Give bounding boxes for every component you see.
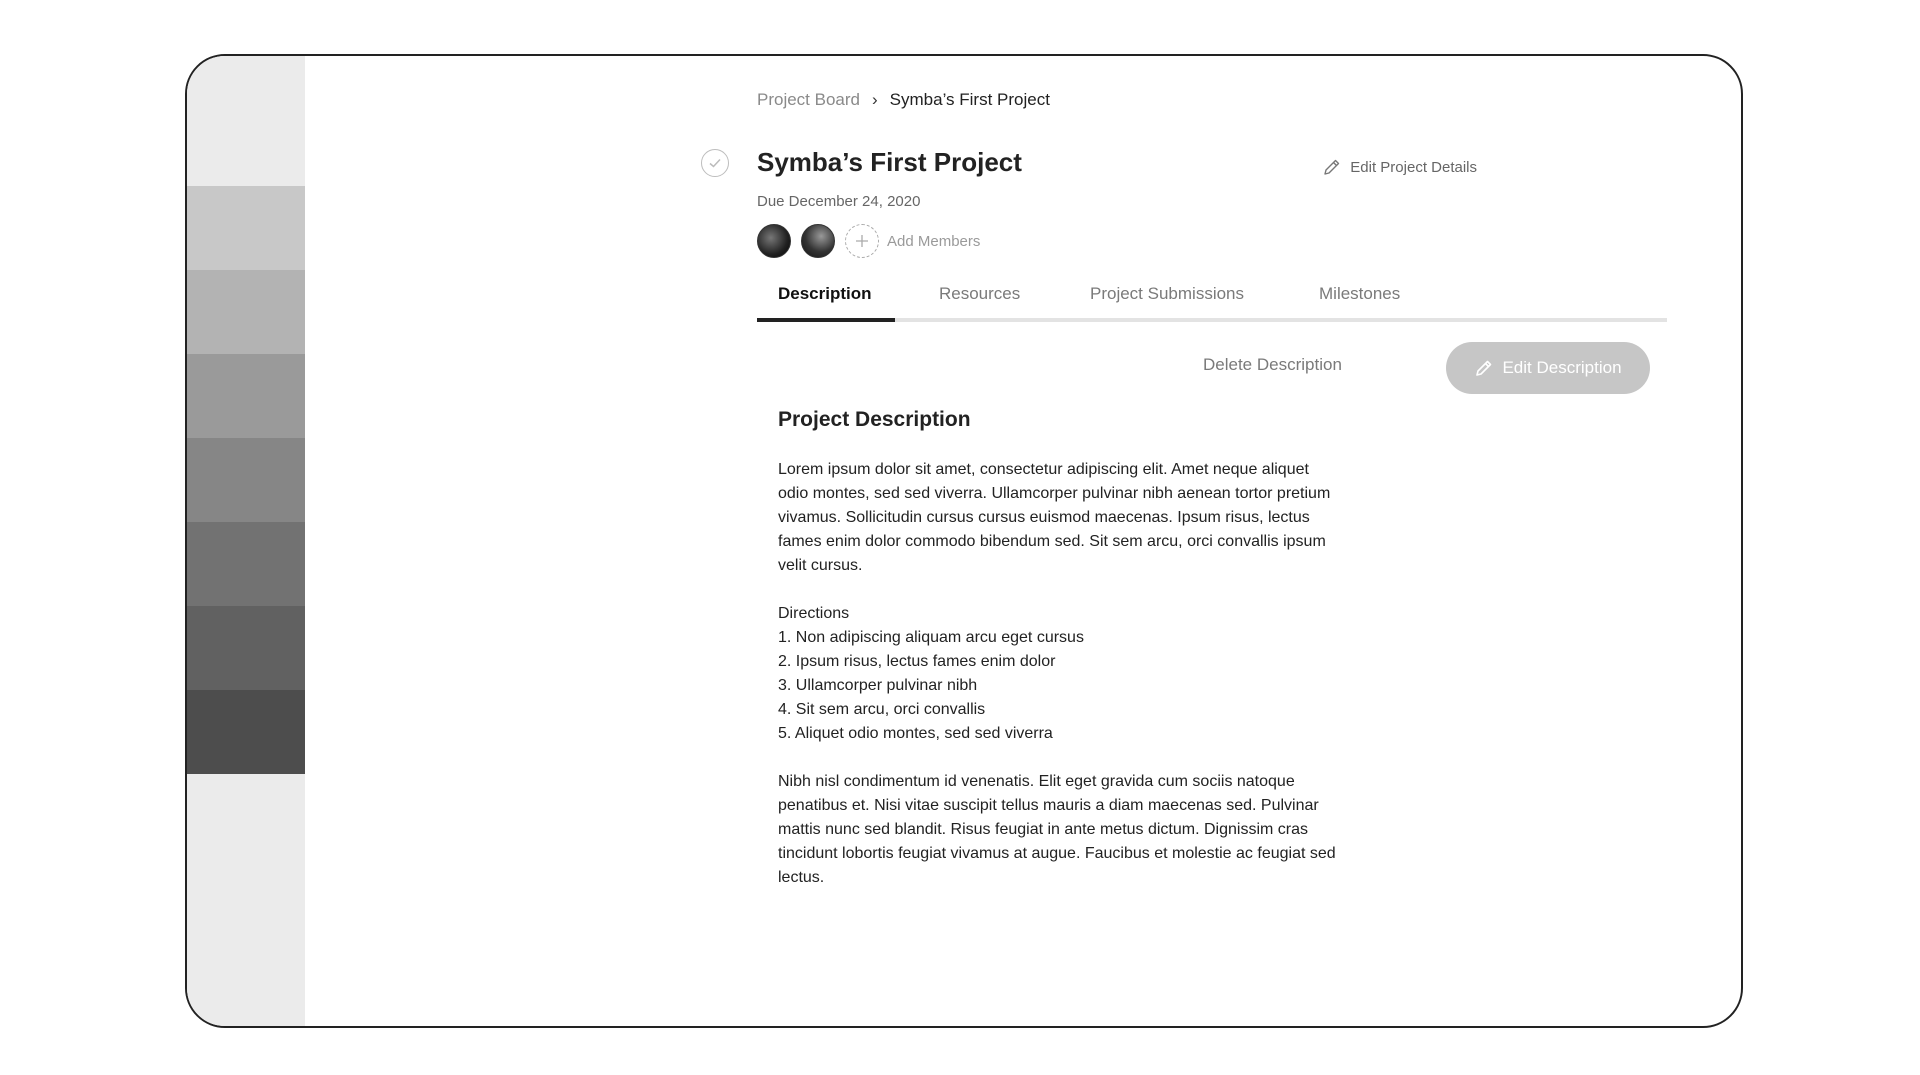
- project-due-date: Due December 24, 2020: [757, 193, 921, 210]
- main-content: [305, 56, 1741, 1026]
- project-tabs: [757, 276, 1667, 322]
- description-paragraph-2: Nibh nisl condimentum id venenatis. Elit eget gravida cum sociis natoque penatibus et. Nisi vitae suscipit tellus mauris a diam maecenas sed. Pulvinar mattis nunc sed blandit. Risus feugiat in ante metus dictum. Dignissim cras tincidunt lobortis feugiat vivamus at augue. Faucibus et molestie ac feugiat sed lectus.: [778, 773, 1336, 886]
- sidebar-item-3[interactable]: [187, 354, 305, 438]
- pencil-icon: [1474, 358, 1494, 378]
- plus-icon: [854, 233, 870, 249]
- tab-project-submissions[interactable]: Project Submissions: [1090, 284, 1245, 303]
- breadcrumb-chevron-icon: ›: [872, 90, 878, 109]
- tab-resources[interactable]: Resources: [939, 284, 1021, 303]
- sidebar-item-1[interactable]: [187, 186, 305, 270]
- breadcrumb-current: Symba’s First Project: [889, 90, 1050, 109]
- description-content: [778, 408, 1338, 890]
- sidebar-item-7[interactable]: [187, 690, 305, 774]
- breadcrumb-project-board-link[interactable]: Project Board: [757, 90, 860, 109]
- list-item: 1. Non adipiscing aliquam arcu eget cursus: [778, 629, 1084, 646]
- tab-description[interactable]: Description: [778, 284, 872, 303]
- project-title: Symba’s First Project: [757, 147, 1022, 177]
- list-item: 5. Aliquet odio montes, sed sed viverra: [778, 725, 1053, 742]
- avatar[interactable]: [801, 224, 835, 258]
- avatar[interactable]: [757, 224, 791, 258]
- members-row: [757, 224, 980, 258]
- breadcrumb: [757, 90, 1050, 110]
- app-frame: [185, 54, 1743, 1028]
- list-item: 4. Sit sem arcu, orci convallis: [778, 701, 986, 718]
- sidebar-item-4[interactable]: [187, 438, 305, 522]
- edit-description-label: Edit Description: [1502, 358, 1622, 377]
- sidebar: [187, 56, 305, 1026]
- directions-list: [778, 626, 1338, 746]
- add-member-button[interactable]: [845, 224, 879, 258]
- tab-milestones[interactable]: Milestones: [1319, 284, 1401, 303]
- pencil-icon: [1322, 157, 1342, 177]
- edit-project-details-label: Edit Project Details: [1350, 158, 1477, 176]
- directions-label: Directions: [778, 605, 850, 622]
- sidebar-item-5[interactable]: [187, 522, 305, 606]
- edit-project-details-button[interactable]: [1322, 157, 1477, 177]
- add-members-label[interactable]: Add Members: [887, 232, 981, 250]
- mark-complete-check-icon[interactable]: [701, 149, 729, 177]
- active-tab-indicator: [757, 318, 895, 322]
- description-heading: Project Description: [778, 408, 971, 431]
- list-item: 2. Ipsum risus, lectus fames enim dolor: [778, 653, 1056, 670]
- list-item: 3. Ullamcorper pulvinar nibh: [778, 677, 978, 694]
- delete-description-button[interactable]: Delete Description: [1203, 355, 1342, 374]
- sidebar-item-2[interactable]: [187, 270, 305, 354]
- sidebar-item-6[interactable]: [187, 606, 305, 690]
- edit-description-button[interactable]: [1446, 342, 1650, 394]
- description-paragraph-1: Lorem ipsum dolor sit amet, consectetur adipiscing elit. Amet neque aliquet odio montes, sed sed viverra. Ullamcorper pulvinar nibh aenean tortor pretium vivamus. Sollicitudin cursus cursus euismod maecenas. Ipsum risus, lectus fames enim dolor commodo bibendum sed. Sit sem arcu, orci convallis ipsum velit cursus.: [778, 461, 1331, 574]
